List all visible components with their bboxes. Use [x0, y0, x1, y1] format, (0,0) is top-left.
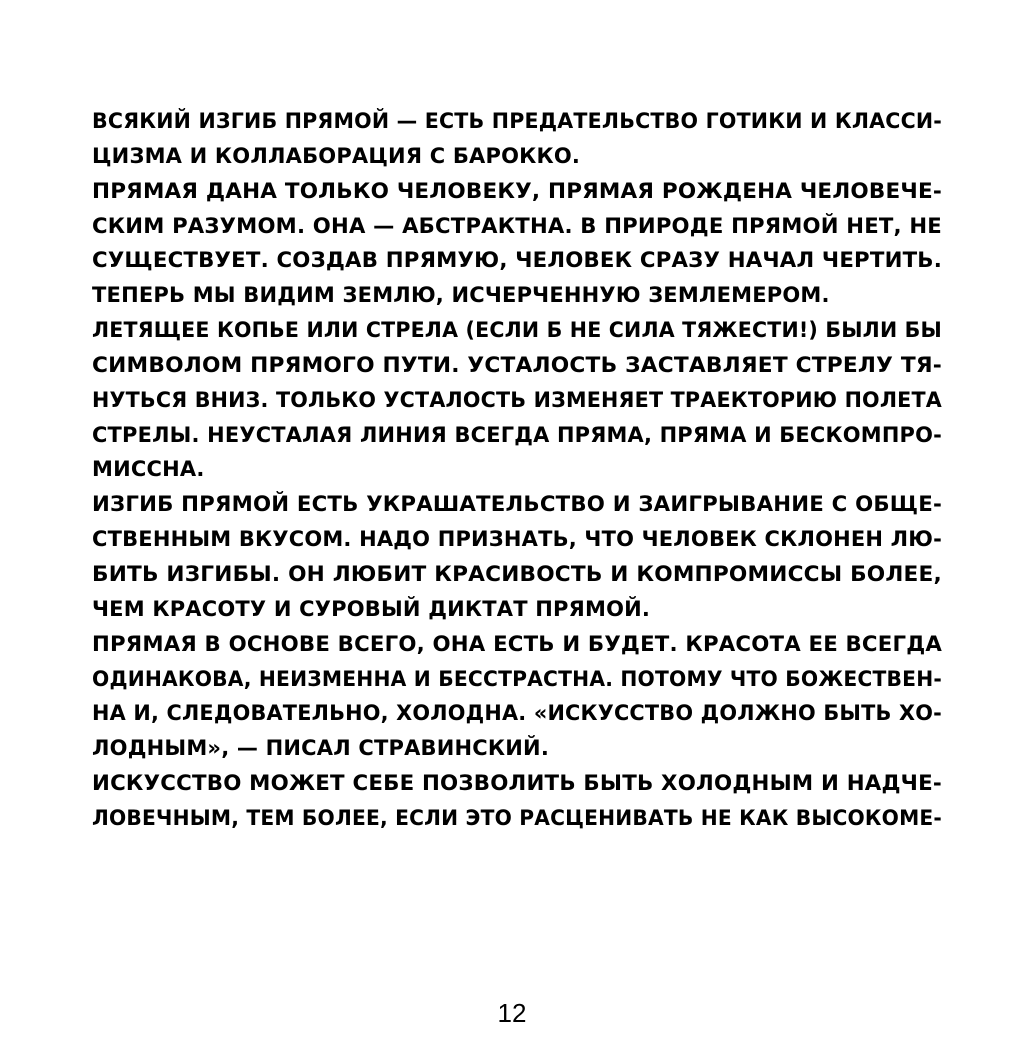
text-line: НУТЬСЯ ВНИЗ. ТОЛЬКО УСТАЛОСТЬ ИЗМЕНЯЕТ ТРАЕКТОРИЮ ПОЛЕТА	[92, 387, 942, 412]
text-line: СУЩЕСТВУЕТ. СОЗДАВ ПРЯМУЮ, ЧЕЛОВЕК СРАЗУ НАЧАЛ ЧЕРТИТЬ.	[92, 248, 943, 273]
text-line: ПРЯМАЯ ДАНА ТОЛЬКО ЧЕЛОВЕКУ, ПРЯМАЯ РОЖДЕНА ЧЕЛОВЕЧЕ-	[92, 178, 943, 203]
text-line: ЦИЗМА И КОЛЛАБОРАЦИЯ С БАРОККО.	[92, 143, 581, 168]
text-line: ВСЯКИЙ ИЗГИБ ПРЯМОЙ — ЕСТЬ ПРЕДАТЕЛЬСТВО ГОТИКИ И КЛАССИ-	[92, 109, 943, 133]
text-line: ЛОДНЫМ», — ПИСАЛ СТРАВИНСКИЙ.	[92, 736, 550, 761]
text-line: ИЗГИБ ПРЯМОЙ ЕСТЬ УКРАШАТЕЛЬСТВО И ЗАИГРЫВАНИЕ С ОБЩЕ-	[92, 492, 942, 517]
text-line: СКИМ РАЗУМОМ. ОНА — АБСТРАКТНА. В ПРИРОДЕ ПРЯМОЙ НЕТ, НЕ	[92, 213, 942, 238]
text-line: ТЕПЕРЬ МЫ ВИДИМ ЗЕМЛЮ, ИСЧЕРЧЕННУЮ ЗЕМЛЕМЕРОМ.	[92, 283, 830, 308]
text-line: ЛЕТЯЩЕЕ КОПЬЕ ИЛИ СТРЕЛА (ЕСЛИ Б НЕ СИЛА ТЯЖЕСТИ!) БЫЛИ БЫ	[92, 318, 943, 343]
text-line: СТВЕННЫМ ВКУСОМ. НАДО ПРИЗНАТЬ, ЧТО ЧЕЛОВЕК СКЛОНЕН ЛЮ-	[92, 527, 942, 552]
text-line: СИМВОЛОМ ПРЯМОГО ПУТИ. УСТАЛОСТЬ ЗАСТАВЛЯЕТ СТРЕЛУ ТЯ-	[92, 352, 942, 377]
text-line: ЛОВЕЧНЫМ, ТЕМ БОЛЕЕ, ЕСЛИ ЭТО РАСЦЕНИВАТЬ НЕ КАК ВЫСОКОМЕ-	[92, 805, 943, 830]
text-line: ЧЕМ КРАСОТУ И СУРОВЫЙ ДИКТАТ ПРЯМОЙ.	[92, 596, 651, 621]
text-line: ПРЯМАЯ В ОСНОВЕ ВСЕГО, ОНА ЕСТЬ И БУДЕТ. КРАСОТА ЕЕ ВСЕГДА	[92, 631, 943, 656]
text-line: ОДИНАКОВА, НЕИЗМЕННА И БЕССТРАСТНА. ПОТОМУ ЧТО БОЖЕСТВЕН-	[92, 666, 943, 691]
text-line: МИССНА.	[92, 457, 205, 482]
text-line: СТРЕЛЫ. НЕУСТАЛАЯ ЛИНИЯ ВСЕГДА ПРЯМА, ПРЯМА И БЕСКОМПРО-	[92, 422, 942, 447]
text-line: НА И, СЛЕДОВАТЕЛЬНО, ХОЛОДНА. «ИСКУССТВО ДОЛЖНО БЫТЬ ХО-	[92, 701, 942, 726]
body-text	[92, 104, 942, 836]
text-line: БИТЬ ИЗГИБЫ. ОН ЛЮБИТ КРАСИВОСТЬ И КОМПРОМИССЫ БОЛЕЕ,	[92, 561, 942, 586]
page-number: 12	[497, 998, 527, 1028]
text-line: ИСКУССТВО МОЖЕТ СЕБЕ ПОЗВОЛИТЬ БЫТЬ ХОЛОДНЫМ И НАДЧЕ-	[92, 771, 942, 796]
